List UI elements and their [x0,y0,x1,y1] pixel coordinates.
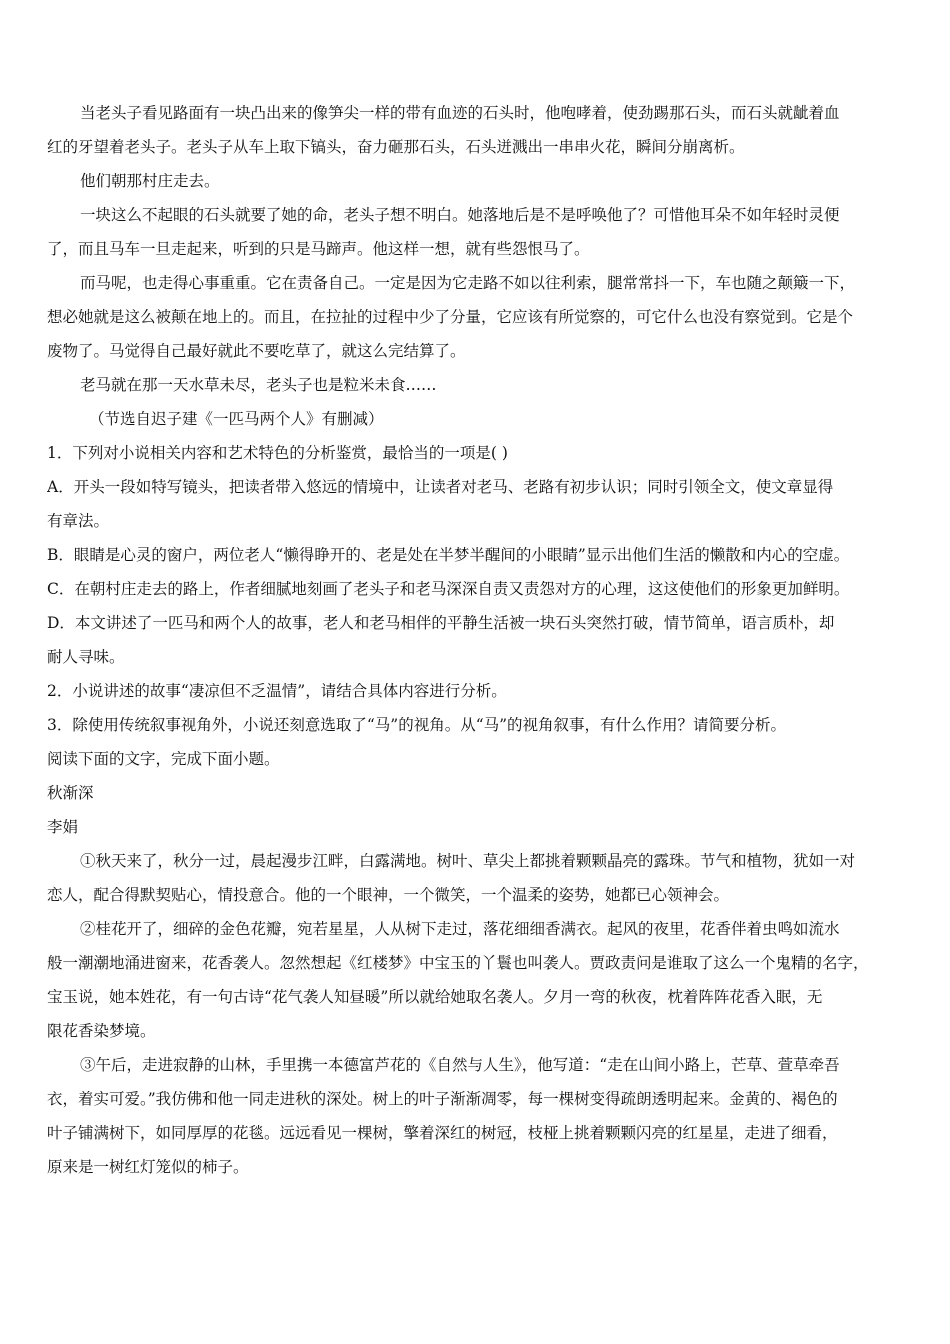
story-excerpt [47,96,920,436]
paragraph-line: 当老头子看见路面有一块凸出来的像笋尖一样的带有血迹的石头时，他咆哮着，使劲踢那石头，而石头就龇着血 [80,104,840,122]
question-2: 2．小说讲述的故事“凄凉但不乏温情”，请结合具体内容进行分析。 [47,682,507,700]
paragraph-line: ①秋天来了，秋分一过，晨起漫步江畔，白露满地。树叶、草尖上都挑着颗颗晶亮的露珠。节气和植物，犹如一对 [80,852,856,870]
paragraph-line: 衣，着实可爱。”我仿佛和他一同走进秋的深处。树上的叶子渐渐凋零，每一棵树变得疏朗透明起来。金黄的、褐色的 [47,1090,838,1108]
paragraph-line: 般一潮潮地涌进窗来，花香袭人。忽然想起《红楼梦》中宝玉的丫鬟也叫袭人。贾政责问是谁取了这么一个鬼精的名字， [47,954,869,972]
paragraph-line: 了，而且马车一旦走起来，听到的只是马蹄声。他这样一想，就有些怨恨马了。 [47,240,590,258]
option-d: D．本文讲述了一匹马和两个人的故事，老人和老马相伴的平静生活被一块石头突然打破，情节简单，语言质朴，却 [47,614,835,632]
reading-instruction: 阅读下面的文字，完成下面小题。 [47,750,280,768]
option-a: A．开头一段如特写镜头，把读者带入悠远的情境中，让读者对老马、老路有初步认识；同时引领全文，使文章显得 [47,478,834,496]
source-note: （节选自迟子建《一匹马两个人》有删减） [89,410,384,428]
article-title: 秋渐深 [47,784,94,802]
paragraph-line: 而马呢，也走得心事重重。它在责备自己。一定是因为它走路不如以往利索，腿常常抖一下，车也随之颠簸一下， [80,274,856,292]
paragraph-line: 红的牙望着老头子。老头子从车上取下镐头，奋力砸那石头，石头迸溅出一串串火花，瞬间分崩离析。 [47,138,745,156]
option-a-continued: 有章法。 [47,512,110,530]
option-c: C．在朝村庄走去的路上，作者细腻地刻画了老头子和老马深深自责又责怨对方的心理，这这使他们的形象更加鲜明。 [47,580,850,598]
paragraph-line: ②桂花开了，细碎的金色花瓣，宛若星星，人从树下走过，落花细细香满衣。起风的夜里，花香伴着虫鸣如流水 [80,920,840,938]
question-1: 1．下列对小说相关内容和艺术特色的分析鉴赏，最恰当的一项是( ) [47,444,508,462]
paragraph-line: ③午后，走进寂静的山林，手里携一本德富芦花的《自然与人生》，他写道：“走在山间小路上，芒草、萱草牵吾 [80,1056,840,1074]
article-author: 李娟 [47,818,79,836]
paragraph-line: 想必她就是这么被颠在地上的。而且，在拉扯的过程中少了分量，它应该有所觉察的，可它什么也没有察觉到。它是个 [47,308,854,326]
questions [47,436,920,742]
option-b: B．眼睛是心灵的窗户，两位老人“懒得睁开的、老是处在半梦半醒间的小眼睛”显示出他们生活的懒散和内心的空虚。 [47,546,850,564]
paragraph-line: 他们朝那村庄走去。 [80,172,220,190]
paragraph-line: 原来是一树红灯笼似的柿子。 [47,1158,249,1176]
next-reading [47,742,920,1184]
paragraph-line: 限花香染梦境。 [47,1022,156,1040]
paragraph-line: 废物了。马觉得自己最好就此不要吃草了，就这么完结算了。 [47,342,466,360]
paragraph-line: 老马就在那一天水草未尽，老头子也是粒米未食…… [80,376,437,394]
paragraph-line: 恋人，配合得默契贴心，情投意合。他的一个眼神，一个微笑，一个温柔的姿势，她都已心领神会。 [47,886,730,904]
paragraph-line: 叶子铺满树下，如同厚厚的花毯。远远看见一棵树，擎着深红的树冠，枝桠上挑着颗颗闪亮的红星星，走进了细看， [47,1124,838,1142]
option-d-continued: 耐人寻味。 [47,648,125,666]
paragraph-line: 一块这么不起眼的石头就要了她的命，老头子想不明白。她落地后是不是呼唤他了？可惜他耳朵不如年轻时灵便 [80,206,840,224]
question-3: 3．除使用传统叙事视角外，小说还刻意选取了“马”的视角。从“马”的视角叙事，有什么作用？请简要分析。 [47,716,787,734]
paragraph-line: 宝玉说，她本姓花，有一句古诗“花气袭人知昼暖”所以就给她取名袭人。夕月一弯的秋夜，枕着阵阵花香入眠，无 [47,988,823,1006]
